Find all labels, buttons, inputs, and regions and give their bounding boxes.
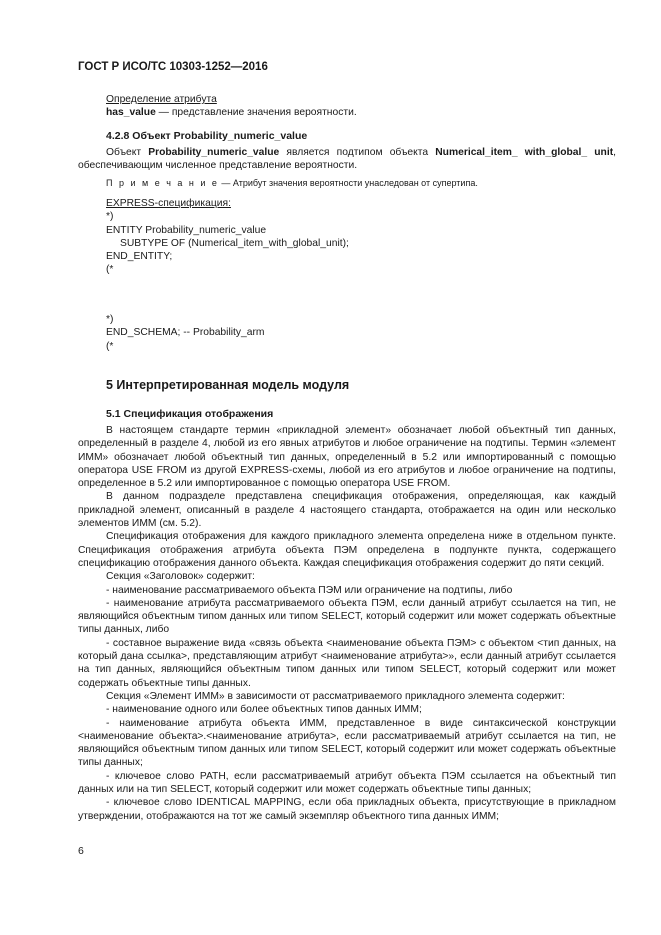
note-label: П р и м е ч а н и е	[106, 178, 219, 188]
supertype-name: Numerical_item_ with_global_ unit	[435, 147, 614, 158]
list-item: - ключевое слово PATH, если рассматриваемый атрибут объекта ПЭМ ссылается на объектный тип данных или на тип SELECT, который содержит или может содержать объектные типы данных;	[78, 770, 616, 796]
attribute-definition-heading: Определение атрибута	[106, 94, 217, 105]
document-header: ГОСТ Р ИСО/ТС 10303-1252—2016	[78, 61, 268, 73]
attribute-definition	[78, 93, 616, 120]
express-line: SUBTYPE OF (Numerical_item_with_global_unit);	[120, 237, 349, 249]
paragraph: В данном подразделе представлена спецификация отображения, определяющая, как каждый прикладной элемент, описанный в разделе 4 настоящего стандарта, отображается на один или несколько элементов ИММ (см. 5.2).	[78, 491, 616, 530]
express-spec-end	[106, 313, 616, 353]
section-5-1-heading: 5.1 Спецификация отображения	[106, 408, 274, 420]
paragraph: Спецификация отображения для каждого прикладного элемента определена ниже в отдельном пункте. Спецификация отображения атрибута объекта ПЭМ определена в подпункте пункта, содержащего спецификацию отображения данного объекта. Каждая спецификация отображения содержит до пяти секций.	[78, 531, 616, 569]
express-line: (*	[106, 340, 114, 352]
express-line: END_SCHEMA; -- Probability_arm	[106, 327, 265, 339]
express-line: *)	[106, 314, 114, 325]
list-item: - наименование атрибута рассматриваемого объекта ПЭМ, если данный атрибут ссылается на тип, не являющийся объектным типом данных или типом SELECT, который содержит или может содержать объектные типы данных, либо	[78, 597, 616, 636]
section-5-heading: 5 Интерпретированная модель модуля	[106, 378, 350, 392]
attribute-text: — представление значения вероятности.	[155, 107, 357, 119]
paragraph: Секция «Заголовок» содержит:	[106, 571, 255, 583]
entity-name: Probability_numeric_value	[148, 147, 280, 158]
paragraph: Секция «Элемент ИММ» в зависимости от рассматриваемого прикладного элемента содержит:	[106, 690, 565, 702]
list-item: - составное выражение вида «связь объекта <наименование объекта ПЭМ> с объектом <тип данных, на который дана ссылка>, представляющим атрибут <наименование атрибута>», если данный атрибут ссылается на тип данных, являющийся объектным типом данных или типом SELECT, который содержит или может содержать объектные типы данных.	[78, 637, 616, 689]
note	[106, 177, 616, 190]
list-item: - наименование одного или более объектных типов данных ИММ;	[106, 704, 422, 716]
express-line: ENTITY Probability_numeric_value	[106, 224, 267, 236]
text-run: является подтипом объекта	[279, 147, 436, 158]
text-run: , обеспечивающим численное представление вероятности.	[78, 147, 616, 172]
express-label: EXPRESS-спецификация:	[106, 198, 231, 209]
section-4-2-8-heading: 4.2.8 Объект Probability_numeric_value	[106, 130, 308, 142]
paragraph: В настоящем стандарте термин «прикладной элемент» обозначает любой объектный тип данных, определенный в разделе 4, любой из его явных атрибутов и любое ограничение на подтипы. Термин «элемент ИММ» обозначает любой объектный тип данных, определенный в 5.2 или импортированный с помощью оператора USE FROM из другой EXPRESS-схемы, любой из его атрибутов и любое ограничение на подтипы, определенное в 5.2 или импортированное с помощью оператора USE FROM.	[78, 425, 616, 490]
express-line: *)	[106, 211, 114, 223]
express-line: END_ENTITY;	[106, 251, 173, 263]
attribute-name: has_value	[106, 107, 156, 119]
page-number: 6	[78, 845, 84, 857]
section-5-body	[78, 424, 616, 823]
text-run: Объект	[106, 147, 149, 158]
express-line: (*	[106, 264, 114, 276]
note-text: — Атрибут значения вероятности унаследован от супертипа.	[218, 178, 478, 188]
list-item: - ключевое слово IDENTICAL MAPPING, если оба прикладных объекта, присутствующие в прикладном утверждении, отображаются на тот же самый экземпляр объектного типа данных ИММ;	[78, 797, 616, 822]
section-4-2-8-paragraph	[78, 146, 616, 173]
list-item: - наименование атрибута объекта ИММ, представленное в виде синтаксической конструкции <наименование объекта>.<наименование атрибута>, если рассматриваемый атрибут ссылается на тип, не являющийся объектным типом данных или типом SELECT, который содержит или может содержать объектные типы данных;	[78, 717, 616, 769]
list-item: - наименование рассматриваемого объекта ПЭМ или ограничение на подтипы, либо	[106, 584, 513, 596]
express-spec	[106, 197, 616, 277]
